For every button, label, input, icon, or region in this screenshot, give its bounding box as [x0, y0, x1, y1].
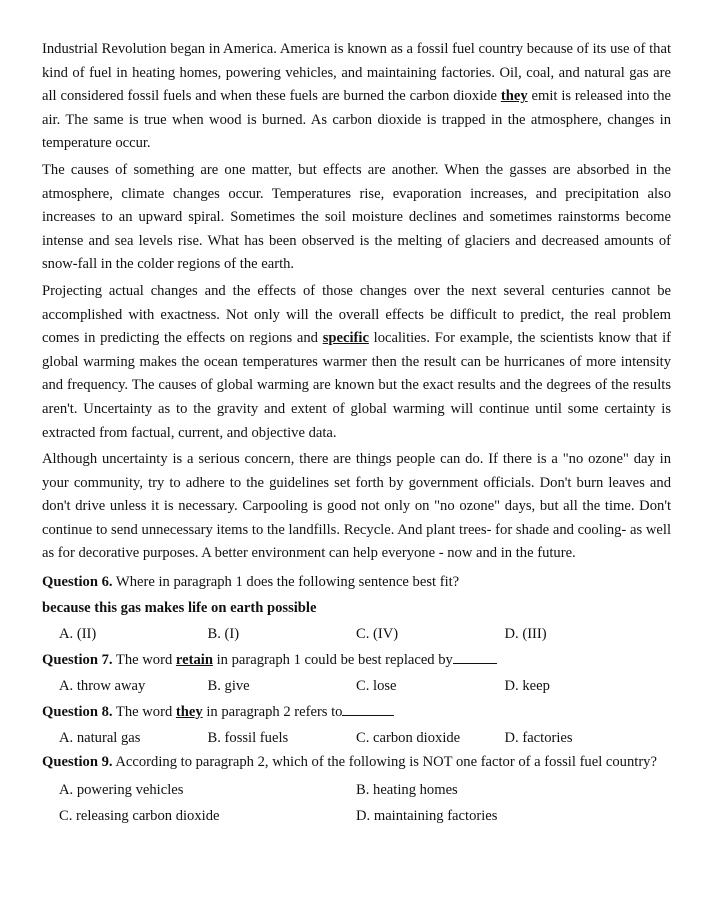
option-c[interactable]: C. lose [356, 678, 397, 695]
highlighted-word-retain: retain [175, 652, 213, 669]
question-6 [42, 569, 671, 595]
option-c[interactable]: C. carbon dioxide [356, 730, 461, 747]
option-d[interactable]: D. factories [504, 730, 573, 747]
question-label: Question 7. [42, 652, 113, 669]
question-9 [42, 751, 671, 775]
passage-paragraph-1 [42, 38, 671, 156]
question-text: Where in paragraph 1 does the following sentence best fit? [112, 574, 460, 591]
highlighted-word-they: they [175, 704, 203, 721]
answer-blank [342, 701, 394, 716]
option-a[interactable]: A. natural gas [59, 730, 141, 747]
option-b[interactable]: B. (I) [207, 626, 240, 643]
question-label: Question 6. [42, 574, 113, 591]
question-6-statement: because this gas makes life on earth possible [42, 600, 317, 617]
option-d[interactable]: D. keep [504, 678, 550, 695]
option-a[interactable]: A. powering vehicles [59, 781, 184, 798]
passage-paragraph-3 [42, 280, 671, 445]
paragraph-text: emit is released into the air. The same is true when wood is burned. As carbon dioxide is trapped in the atmosphere, changes in temperature occur. [42, 88, 672, 152]
option-d[interactable]: D. (III) [504, 626, 547, 643]
option-b[interactable]: B. give [207, 678, 250, 695]
question-text: According to paragraph 2, which of the following is NOT one factor of a fossil fuel country? [112, 754, 657, 771]
document-page [42, 38, 671, 829]
question-label: Question 8. [42, 704, 113, 721]
passage-paragraph-4: Although uncertainty is a serious concern, there are things people can do. If there is a "no ozone" day in your community, try to adhere to the guidelines set forth by government officials. Don't burn leaves and don't drive unless it is necessary. Carpooling is good not only on "no ozone" days, but all the time. Don't continue to send unnecessary items to the landfills. Recycle. And plant trees- for shade and cooling- as well as for decorative purposes. A better environment can help everyone - now and in the future. [42, 451, 671, 562]
option-a[interactable]: A. (II) [59, 626, 97, 643]
question-8-options [42, 725, 671, 751]
option-d[interactable]: D. maintaining factories [356, 807, 498, 824]
question-9-options-row-2 [42, 803, 671, 829]
paragraph-text: localities. For example, the scientists know that if global warming makes the ocean temperatures warmer then the result can be hurricanes of more intensity and frequency. The causes of global warming are known but the exact results and the degrees of the results aren't. Uncertainty as to the gravity and extent of global warming will continue until some certainty is extracted from factual, current, and objective data. [42, 330, 671, 441]
question-7-options [42, 673, 671, 699]
option-c[interactable]: C. (IV) [356, 626, 399, 643]
answer-blank [453, 649, 497, 664]
highlighted-word-specific: specific [322, 330, 369, 347]
question-text: The word [112, 652, 176, 669]
paragraph-text: Projecting actual changes and the effects of those changes over the next several centuries cannot be accomplished with exactness. Not only will the overall effects be difficult to predict, the real problem comes in predicting the effects on regions and [42, 282, 671, 347]
question-text: in paragraph 1 could be best replaced by [212, 652, 453, 669]
question-6-options [42, 621, 671, 647]
option-b[interactable]: B. heating homes [356, 781, 458, 798]
passage-paragraph-2: The causes of something are one matter, but effects are another. When the gasses are absorbed in the atmosphere, climate changes occur. Temperatures rise, evaporation increases, and precipitation also increases to an upward spiral. Sometimes the soil moisture declines and sometimes rainstorms become intense and sea levels rise. What has been observed is the melting of glaciers and decreased amounts of snow-fall in the colder regions of the earth. [42, 161, 671, 273]
highlighted-word-they: they [500, 88, 528, 105]
question-text: in paragraph 2 refers to [202, 704, 343, 721]
option-b[interactable]: B. fossil fuels [207, 730, 289, 747]
question-7 [42, 647, 671, 673]
question-8 [42, 699, 671, 725]
paragraph-text: Industrial Revolution began in America. America is known as a fossil fuel country because of its use of that kind of fuel in heating homes, powering vehicles, and maintaining factories. Oil, coal, and natural gas are all considered fossil fuels and when these fuels are burned the carbon dioxide [42, 41, 671, 105]
question-9-options-row-1 [42, 777, 671, 803]
question-text: The word [112, 704, 176, 721]
option-a[interactable]: A. throw away [59, 678, 146, 695]
option-c[interactable]: C. releasing carbon dioxide [59, 807, 220, 824]
question-label: Question 9. [42, 754, 113, 771]
